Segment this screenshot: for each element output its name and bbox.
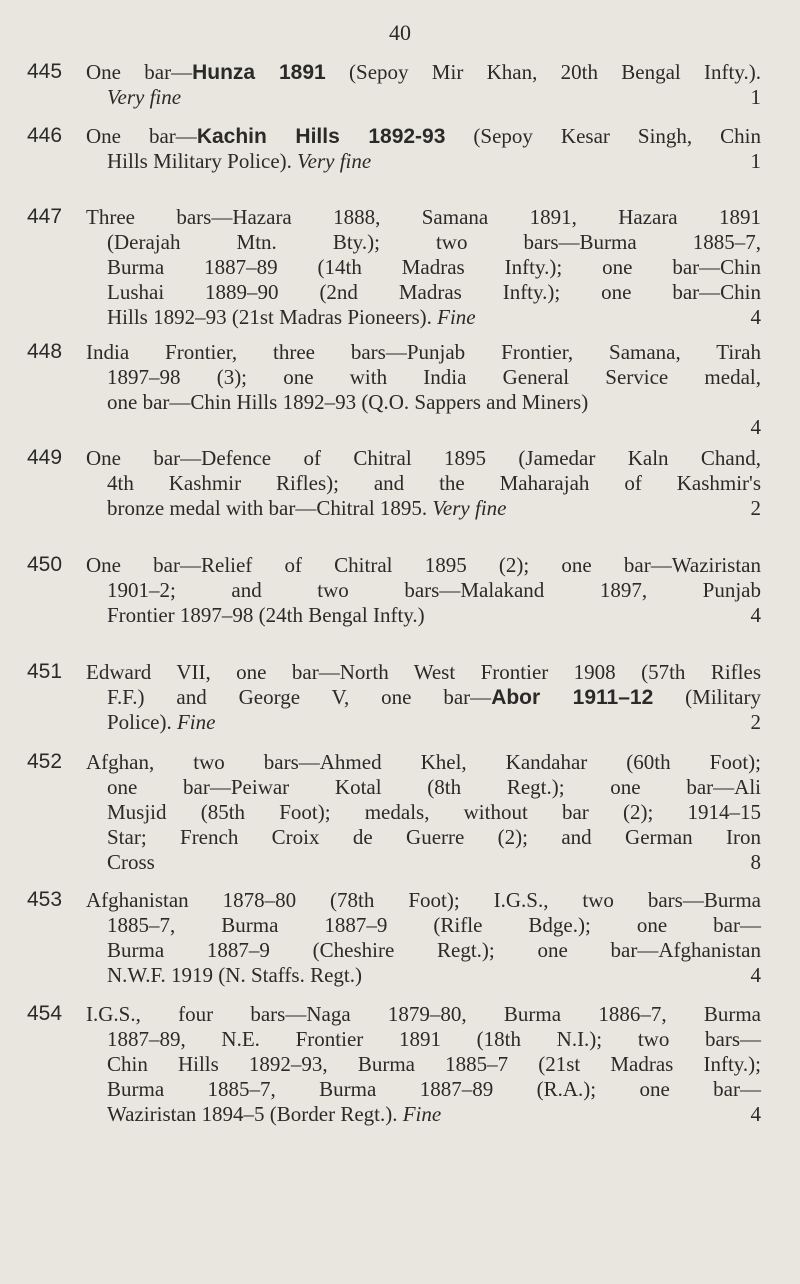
lot-description-line: Hills Military Police). Very fine 1 bbox=[107, 149, 761, 173]
lot-description-line: Chin Hills 1892–93, Burma 1885–7 (21st Madras Infty.); bbox=[107, 1052, 761, 1076]
lot-description-line: Hills 1892–93 (21st Madras Pioneers). Fine 4 bbox=[107, 305, 761, 329]
lot-description-line: One bar—Relief of Chitral 1895 (2); one bar—Waziristan bbox=[86, 553, 761, 577]
lot-price: 2 bbox=[750, 496, 761, 520]
lot-description-line: Cross 8 bbox=[107, 850, 761, 874]
lot-description bbox=[86, 124, 761, 174]
lot-description-line: 1901–2; and two bars—Malakand 1897, Punjab bbox=[107, 578, 761, 602]
lot-description bbox=[86, 888, 761, 988]
lot-description-line: Three bars—Hazara 1888, Samana 1891, Hazara 1891 bbox=[86, 205, 761, 229]
lot-description-line: Afghan, two bars—Ahmed Khel, Kandahar (60th Foot); bbox=[86, 750, 761, 774]
lot-description bbox=[86, 750, 761, 875]
lot-number: 445 bbox=[27, 60, 63, 83]
lot-price: 2 bbox=[750, 710, 761, 734]
lot-description-line: I.G.S., four bars—Naga 1879–80, Burma 1886–7, Burma bbox=[86, 1002, 761, 1026]
lot-description-line: 4th Kashmir Rifles); and the Maharajah of Kashmir's bbox=[107, 471, 761, 495]
lot-price: 4 bbox=[750, 305, 761, 329]
lot-description-line: 1885–7, Burma 1887–9 (Rifle Bdge.); one bar— bbox=[107, 913, 761, 937]
lot-number: 449 bbox=[27, 446, 63, 469]
lot-description bbox=[86, 1002, 761, 1127]
lot-description-line: Afghanistan 1878–80 (78th Foot); I.G.S., two bars—Burma bbox=[86, 888, 761, 912]
lot-description-line: Musjid (85th Foot); medals, without bar (2); 1914–15 bbox=[107, 800, 761, 824]
lot-price: 4 bbox=[750, 963, 761, 987]
lot-number: 448 bbox=[27, 340, 63, 363]
lot-description-line: One bar—Hunza 1891 (Sepoy Mir Khan, 20th Bengal Infty.). bbox=[86, 60, 761, 84]
page-number: 40 bbox=[389, 20, 411, 45]
lot-description-line: one bar—Chin Hills 1892–93 (Q.O. Sappers and Miners) bbox=[107, 390, 589, 414]
lot-number: 453 bbox=[27, 888, 63, 911]
lot-description bbox=[86, 553, 761, 628]
lot-description-line: One bar—Kachin Hills 1892-93 (Sepoy Kesar Singh, Chin bbox=[86, 124, 761, 148]
lot-price: 1 bbox=[750, 149, 761, 173]
lot-description-line: Star; French Croix de Guerre (2); and German Iron bbox=[107, 825, 761, 849]
lot-description bbox=[86, 60, 761, 110]
lot-description-line: Edward VII, one bar—North West Frontier 1908 (57th Rifles bbox=[86, 660, 761, 684]
lot-description-line: Burma 1887–9 (Cheshire Regt.); one bar—Afghanistan bbox=[107, 938, 761, 962]
lot-number: 447 bbox=[27, 205, 63, 228]
lot-description-line: (Derajah Mtn. Bty.); two bars—Burma 1885–7, bbox=[107, 230, 761, 254]
lot-description bbox=[86, 446, 761, 521]
lot-description-line: N.W.F. 1919 (N. Staffs. Regt.) 4 bbox=[107, 963, 761, 987]
lot-price: 4 bbox=[750, 415, 761, 439]
lot-description bbox=[86, 660, 761, 735]
lot-description-line: Frontier 1897–98 (24th Bengal Infty.) 4 bbox=[107, 603, 761, 627]
lot-description-line: Very fine 1 bbox=[107, 85, 761, 109]
lot-description-line: Burma 1887–89 (14th Madras Infty.); one bar—Chin bbox=[107, 255, 761, 279]
lot-description-line: Waziristan 1894–5 (Border Regt.). Fine 4 bbox=[107, 1102, 761, 1126]
lot-description-line: One bar—Defence of Chitral 1895 (Jamedar Kaln Chand, bbox=[86, 446, 761, 470]
lot-number: 451 bbox=[27, 660, 63, 683]
lot-number: 446 bbox=[27, 124, 63, 147]
lot-price: 4 bbox=[750, 1102, 761, 1126]
lot-description-line: F.F.) and George V, one bar—Abor 1911–12 (Military bbox=[107, 685, 761, 709]
lot-number: 454 bbox=[27, 1002, 63, 1025]
lot-description-line: Burma 1885–7, Burma 1887–89 (R.A.); one bar— bbox=[107, 1077, 761, 1101]
lot-description bbox=[86, 205, 761, 330]
lot-price: 4 bbox=[750, 603, 761, 627]
lot-price: 1 bbox=[750, 85, 761, 109]
lot-description-line: Police). Fine 2 bbox=[107, 710, 761, 734]
lot-description-line: bronze medal with bar—Chitral 1895. Very fine 2 bbox=[107, 496, 761, 520]
lot-description-line: India Frontier, three bars—Punjab Frontier, Samana, Tirah bbox=[86, 340, 761, 364]
lot-number: 452 bbox=[27, 750, 63, 773]
lot-description-line: one bar—Peiwar Kotal (8th Regt.); one bar—Ali bbox=[107, 775, 761, 799]
lot-description-line: Lushai 1889–90 (2nd Madras Infty.); one bar—Chin bbox=[107, 280, 761, 304]
lot-description-line: 1897–98 (3); one with India General Service medal, bbox=[107, 365, 761, 389]
lot-price-line bbox=[86, 415, 761, 440]
lot-number: 450 bbox=[27, 553, 63, 576]
lot-description bbox=[86, 340, 761, 440]
lot-description-line: 1887–89, N.E. Frontier 1891 (18th N.I.); two bars— bbox=[107, 1027, 761, 1051]
lot-price: 8 bbox=[750, 850, 761, 874]
